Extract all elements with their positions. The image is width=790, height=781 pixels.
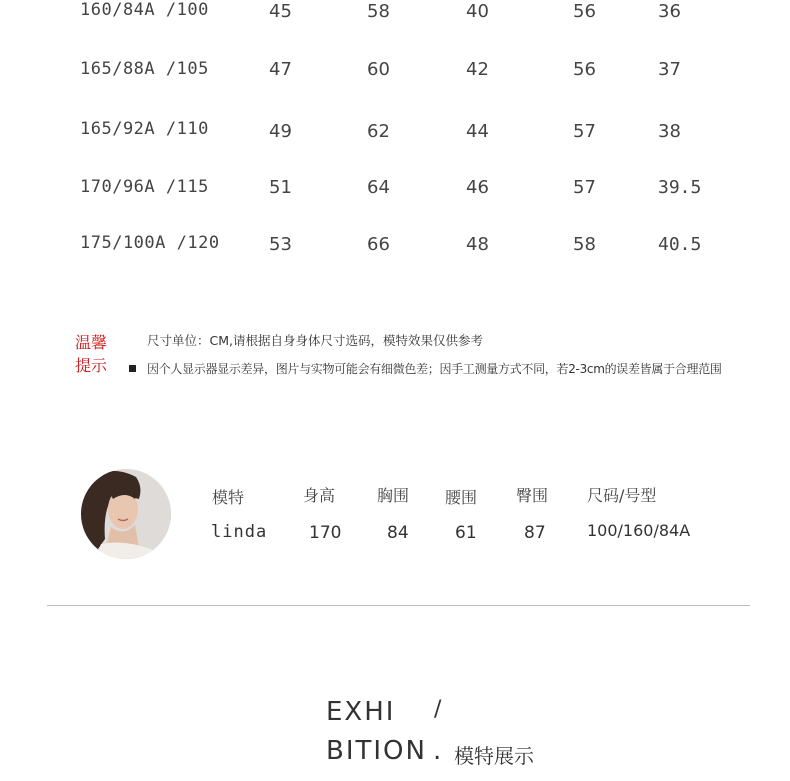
table-cell: 57 — [573, 121, 596, 142]
model-portrait-icon — [81, 469, 171, 559]
model-header-waist: 腰围 — [445, 488, 478, 507]
size-cell: 165/92A /110 — [80, 119, 209, 139]
model-header-hip: 臀围 — [516, 486, 549, 505]
model-value-bust: 84 — [387, 523, 409, 543]
table-cell: 40.5 — [658, 234, 702, 255]
table-cell: 44 — [466, 121, 489, 142]
size-cell: 165/88A /105 — [80, 59, 209, 79]
notice-line-1: 尺寸单位：CM,请根据自身身体尺寸选码，模特效果仅供参考 — [147, 333, 483, 348]
size-cell: 170/96A /115 — [80, 177, 209, 197]
table-cell: 47 — [269, 59, 292, 80]
table-cell: 62 — [367, 121, 390, 142]
bullet-icon — [129, 365, 136, 372]
table-cell: 42 — [466, 59, 489, 80]
table-cell: 58 — [367, 1, 390, 22]
exhibition-line2: BITION — [326, 736, 427, 766]
table-cell: 60 — [367, 59, 390, 80]
exhibition-line1: EXHI — [326, 697, 396, 727]
table-cell: 45 — [269, 1, 292, 22]
table-cell: 49 — [269, 121, 292, 142]
model-header-height: 身高 — [303, 486, 336, 505]
table-cell: 46 — [466, 177, 489, 198]
table-cell: 39.5 — [658, 177, 702, 198]
table-cell: 53 — [269, 234, 292, 255]
model-value-height: 170 — [309, 523, 342, 543]
exhibition-cn: 模特展示 — [454, 744, 534, 768]
table-cell: 38 — [658, 121, 681, 142]
notice-line-2: 因个人显示器显示差异，图片与实物可能会有细微色差；因手工测量方式不同，若2-3cm的误差皆属于合理范围 — [147, 362, 722, 376]
model-header-bust: 胸围 — [377, 486, 410, 505]
notice-title-line2: 提示 — [75, 356, 108, 375]
table-cell: 66 — [367, 234, 390, 255]
table-cell: 64 — [367, 177, 390, 198]
exhibition-slash: / — [434, 697, 444, 722]
model-avatar — [81, 469, 171, 559]
notice-title-line1: 温馨 — [75, 333, 108, 352]
table-cell: 51 — [269, 177, 292, 198]
table-cell: 56 — [573, 1, 596, 22]
table-cell: 48 — [466, 234, 489, 255]
size-cell: 175/100A /120 — [80, 233, 220, 253]
size-cell: 160/84A /100 — [80, 0, 209, 20]
section-divider — [47, 605, 750, 606]
model-value-name: linda — [211, 522, 268, 542]
model-value-hip: 87 — [524, 523, 546, 543]
model-value-waist: 61 — [455, 523, 477, 543]
exhibition-dot: . — [433, 736, 444, 766]
model-header-name: 模特 — [212, 488, 245, 507]
table-cell: 56 — [573, 59, 596, 80]
model-value-size: 100/160/84A — [587, 521, 691, 540]
table-cell: 37 — [658, 59, 681, 80]
table-cell: 57 — [573, 177, 596, 198]
table-cell: 40 — [466, 1, 489, 22]
table-cell: 58 — [573, 234, 596, 255]
model-header-size: 尺码/号型 — [587, 486, 657, 505]
table-cell: 36 — [658, 1, 681, 22]
